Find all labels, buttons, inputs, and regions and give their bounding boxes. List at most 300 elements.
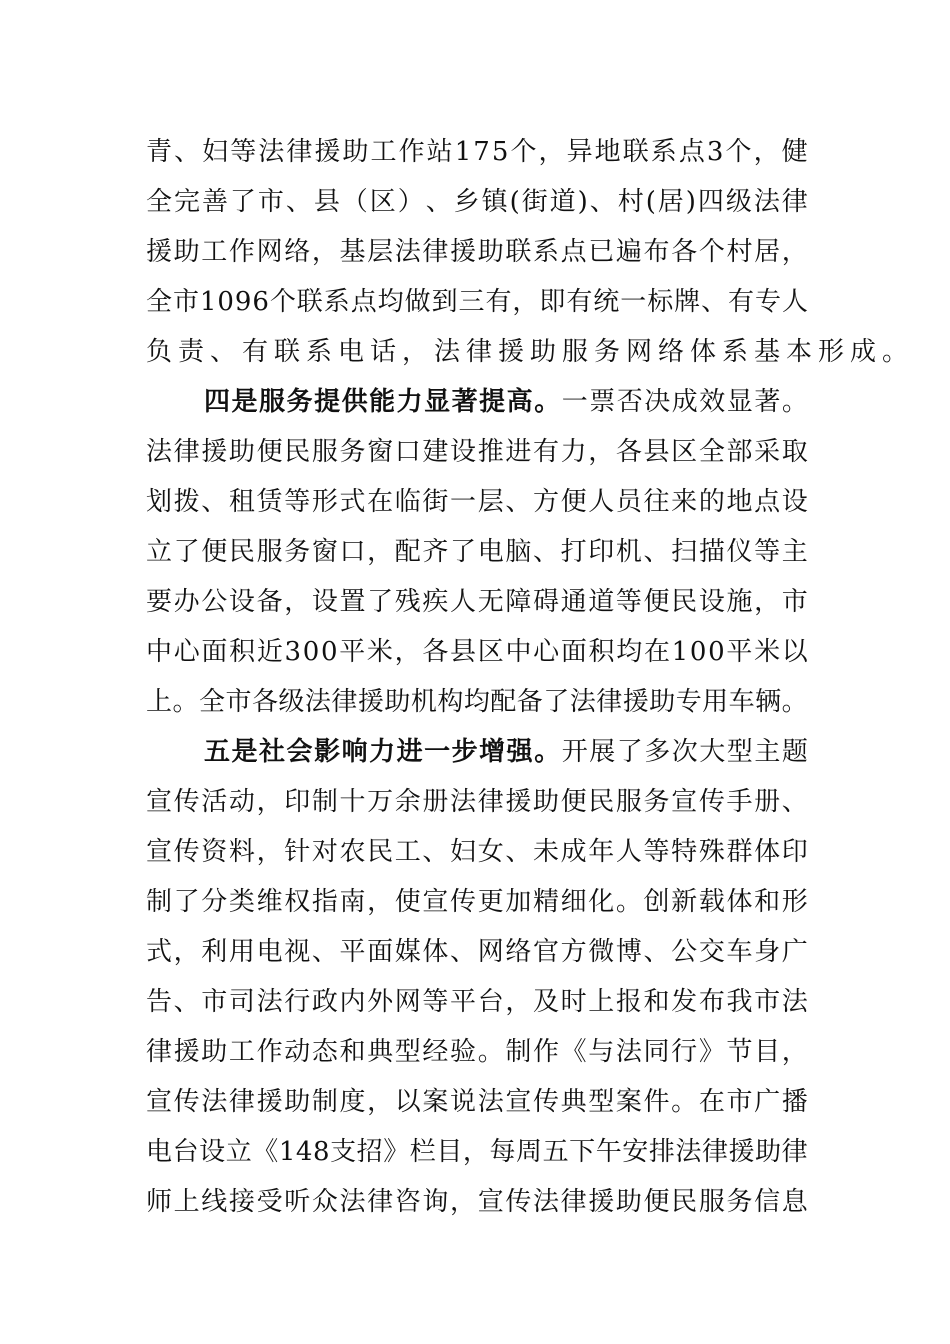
char: 、: [643, 937, 670, 967]
char: 助: [755, 1137, 782, 1167]
char: 形: [311, 487, 338, 517]
char: 工: [228, 1037, 255, 1067]
char: 助: [477, 237, 504, 267]
char: 、: [643, 537, 670, 567]
char: 法: [304, 687, 331, 717]
char: 助: [384, 687, 411, 717]
char: 络: [505, 937, 532, 967]
char: 统: [593, 287, 620, 317]
char: 政: [311, 987, 338, 1017]
char: 、: [425, 187, 452, 217]
char: 的: [698, 487, 725, 517]
char: 员: [615, 487, 642, 517]
char: 机: [410, 687, 437, 717]
char: 创: [643, 887, 670, 917]
char: 等: [230, 137, 257, 167]
char: 度: [339, 1087, 366, 1117]
char: 、: [505, 487, 532, 517]
char: 决: [644, 387, 671, 417]
char: 镇: [481, 187, 508, 217]
char: 点: [560, 237, 587, 267]
char: 典: [367, 1037, 394, 1067]
char: 法: [615, 1037, 642, 1067]
char: 同: [643, 1037, 670, 1067]
char: 采: [754, 437, 781, 467]
char: 《: [560, 1037, 587, 1067]
char: 站: [426, 137, 453, 167]
char: 齐: [422, 537, 449, 567]
char: 会: [286, 737, 313, 767]
char: 援: [357, 687, 384, 717]
char: 级: [725, 187, 752, 217]
char: 全: [198, 687, 225, 717]
char: 在: [643, 637, 670, 667]
char: 援: [256, 1087, 283, 1117]
char: 援: [450, 237, 477, 267]
char: 市: [257, 187, 284, 217]
char: 了: [229, 187, 256, 217]
char: 信: [754, 1187, 781, 1217]
char: 通: [560, 587, 587, 617]
text-line: [146, 1077, 808, 1127]
char: 市: [754, 987, 781, 1017]
char: 公: [671, 937, 698, 967]
char: 中: [146, 637, 173, 667]
char: 律: [781, 1137, 808, 1167]
char: 、: [589, 187, 616, 217]
char: 案: [615, 1087, 642, 1117]
char: 内: [339, 987, 366, 1017]
char: 各: [671, 237, 698, 267]
text-line: [146, 227, 808, 277]
char: 接: [228, 1187, 255, 1217]
char: 1: [199, 287, 217, 317]
char: 描: [698, 537, 725, 567]
char: 便: [560, 787, 587, 817]
char: 提: [479, 387, 506, 417]
char: 助: [228, 437, 255, 467]
char: 0: [689, 637, 707, 667]
char: 民: [671, 1187, 698, 1217]
char: 宣: [505, 1087, 532, 1117]
char: 援: [505, 787, 532, 817]
char: 民: [228, 537, 255, 567]
char: 制: [311, 1087, 338, 1117]
char: 务: [339, 437, 366, 467]
char: 能: [369, 387, 396, 417]
char: 援: [173, 1037, 200, 1067]
char: 推: [477, 437, 504, 467]
char: 人: [781, 287, 808, 317]
char: 作: [256, 1037, 283, 1067]
char: 精: [532, 887, 559, 917]
char: (: [645, 187, 656, 217]
char: 点: [678, 137, 705, 167]
char: 1: [278, 1137, 296, 1167]
char: 4: [295, 1137, 313, 1167]
char: 平: [339, 937, 366, 967]
char: 类: [228, 887, 255, 917]
char: 线: [201, 1187, 228, 1217]
char: 已: [588, 237, 615, 267]
char: 传: [173, 837, 200, 867]
char: 系: [323, 287, 350, 317]
char: 辆: [755, 687, 782, 717]
char: 口: [394, 437, 421, 467]
char: 电: [146, 1137, 173, 1167]
char: ，: [588, 437, 615, 467]
char: 形: [781, 887, 808, 917]
char: 村: [726, 237, 753, 267]
text-line: [146, 1027, 808, 1077]
char: 1: [671, 637, 689, 667]
char: 构: [437, 687, 464, 717]
char: 面: [367, 937, 394, 967]
char: 0: [302, 637, 320, 667]
char: 个: [269, 287, 296, 317]
char: 法: [569, 687, 596, 717]
char: 使: [394, 887, 421, 917]
char: 联: [296, 287, 323, 317]
char: 行: [671, 1037, 698, 1067]
char: 法: [675, 1137, 702, 1167]
char: 栏: [409, 1137, 436, 1167]
char: ，: [538, 137, 565, 167]
char: 援: [201, 437, 228, 467]
char: 台: [477, 987, 504, 1017]
char: 助: [649, 687, 676, 717]
char: 体: [726, 887, 753, 917]
char: 经: [422, 1037, 449, 1067]
char: ，: [367, 537, 394, 567]
char: 积: [588, 637, 615, 667]
char: 指: [311, 887, 338, 917]
char: 交: [698, 937, 725, 967]
char: 以: [781, 637, 808, 667]
char: 无: [477, 587, 504, 617]
char: 基: [339, 237, 366, 267]
char: 市: [225, 687, 252, 717]
char: 步: [451, 737, 478, 767]
char: 是: [231, 737, 258, 767]
char: 及: [532, 987, 559, 1017]
char: ): [577, 187, 588, 217]
char: 传: [532, 1087, 559, 1117]
char: 市: [781, 587, 808, 617]
char: 援: [622, 687, 649, 717]
char: 0: [217, 287, 234, 317]
char: 司: [228, 987, 255, 1017]
char: 划: [146, 487, 173, 517]
char: 特: [671, 837, 698, 867]
char: 法: [532, 1187, 559, 1217]
char: ，: [256, 787, 283, 817]
char: 有: [728, 287, 755, 317]
char: 、: [173, 987, 200, 1017]
char: 和: [339, 1037, 366, 1067]
char: 否: [616, 387, 643, 417]
char: 一: [424, 737, 451, 767]
char: ，: [284, 587, 311, 617]
paragraph-service-capacity: [146, 377, 808, 727]
char: 居: [657, 187, 684, 217]
char: 设: [781, 487, 808, 517]
char: 健: [781, 137, 808, 167]
char: 务: [284, 537, 311, 567]
char: 强: [506, 737, 533, 767]
char: 打: [560, 537, 587, 567]
char: 车: [728, 687, 755, 717]
char: 资: [201, 837, 228, 867]
char: 群: [726, 837, 753, 867]
char: 四: [204, 387, 231, 417]
char: 和: [643, 987, 670, 1017]
char: 牌: [674, 287, 701, 317]
char: 外: [367, 987, 394, 1017]
char: 、: [532, 537, 559, 567]
char: 扫: [671, 537, 698, 567]
char: 公: [201, 587, 228, 617]
char: 》: [383, 1137, 410, 1167]
char: 法: [258, 137, 285, 167]
char: 一: [450, 487, 477, 517]
char: 区: [671, 437, 698, 467]
char: 个: [510, 137, 537, 167]
char: 排: [648, 1137, 675, 1167]
char: 宣: [422, 887, 449, 917]
char: 窗: [367, 437, 394, 467]
char: 设: [450, 437, 477, 467]
char: 与: [588, 1037, 615, 1067]
char: 电: [477, 537, 504, 567]
char: 听: [284, 1187, 311, 1217]
char: 便: [643, 1187, 670, 1217]
char: 女: [477, 837, 504, 867]
text-line: [146, 627, 808, 677]
char: 体: [422, 937, 449, 967]
char: 一: [561, 387, 588, 417]
char: 式: [146, 937, 173, 967]
char: 目: [436, 1137, 463, 1167]
char: 播: [781, 1087, 808, 1117]
char: 节: [726, 1037, 753, 1067]
char: ，: [367, 887, 394, 917]
char: 。: [781, 387, 808, 417]
char: 妇: [202, 137, 229, 167]
char: 专: [755, 287, 782, 317]
char: 设: [199, 1137, 226, 1167]
text-line: [146, 577, 808, 627]
char: 布: [643, 237, 670, 267]
char: 助: [284, 1087, 311, 1117]
char: 视: [284, 937, 311, 967]
char: 便: [201, 537, 228, 567]
char: 全: [698, 437, 725, 467]
char: 宣: [477, 1187, 504, 1217]
char: 律: [781, 187, 808, 217]
char: 往: [643, 487, 670, 517]
char: 配: [490, 687, 517, 717]
char: 社: [259, 737, 286, 767]
char: 来: [671, 487, 698, 517]
char: 民: [588, 787, 615, 817]
char: 主: [781, 537, 808, 567]
text-line: [146, 977, 808, 1027]
char: 农: [339, 837, 366, 867]
char: 、: [311, 937, 338, 967]
char: 主: [754, 737, 781, 767]
char: 安: [622, 1137, 649, 1167]
char: 、: [701, 287, 728, 317]
char: 1: [454, 137, 472, 167]
char: 》: [698, 1037, 725, 1067]
char: 赁: [256, 487, 283, 517]
char: 置: [339, 587, 366, 617]
char: 米: [366, 637, 393, 667]
char: ，: [754, 587, 781, 617]
char: 平: [726, 637, 753, 667]
char: 、: [781, 787, 808, 817]
char: ，: [462, 1137, 489, 1167]
char: 显: [424, 387, 451, 417]
char: 遍: [615, 237, 642, 267]
text-line: [146, 827, 808, 877]
char: 律: [173, 437, 200, 467]
char: 微: [588, 937, 615, 967]
char: ，: [781, 1037, 808, 1067]
char: 做: [404, 287, 431, 317]
char: 活: [201, 787, 228, 817]
char: 布: [698, 987, 725, 1017]
char: 援: [588, 1187, 615, 1217]
char: 殊: [698, 837, 725, 867]
char: ，: [450, 1187, 477, 1217]
char: 体: [754, 837, 781, 867]
char: 律: [146, 1037, 173, 1067]
char: 力: [369, 737, 396, 767]
text-line: 负责、有联系电话，法律援助服务网络体系基本形成。: [146, 337, 915, 367]
char: 地: [726, 487, 753, 517]
char: ): [685, 187, 696, 217]
char: 宣: [146, 1087, 173, 1117]
char: 案: [422, 1087, 449, 1117]
char: 方: [532, 487, 559, 517]
char: 件: [643, 1087, 670, 1117]
char: 在: [698, 1087, 725, 1117]
char: 传: [698, 787, 725, 817]
char: 全: [146, 187, 173, 217]
char: 作: [228, 237, 255, 267]
document-body: [146, 127, 915, 1227]
char: 、: [422, 837, 449, 867]
char: 系: [532, 237, 559, 267]
char: 均: [377, 287, 404, 317]
char: 律: [422, 237, 449, 267]
char: ，: [505, 987, 532, 1017]
char: 青: [146, 137, 173, 167]
text-line: [146, 1127, 808, 1177]
char: 未: [532, 837, 559, 867]
char: 6: [252, 287, 269, 317]
char: 用: [228, 937, 255, 967]
char: 、: [201, 487, 228, 517]
char: 积: [229, 637, 256, 667]
char: 次: [671, 737, 698, 767]
char: 宣: [146, 787, 173, 817]
char: 律: [367, 1187, 394, 1217]
char: 手: [726, 787, 753, 817]
char: 便: [643, 587, 670, 617]
char: 备: [516, 687, 543, 717]
char: 便: [560, 487, 587, 517]
char: 增: [479, 737, 506, 767]
char: 。: [671, 1087, 698, 1117]
char: 备: [256, 587, 283, 617]
char: 完: [173, 187, 200, 217]
char: 服: [259, 387, 286, 417]
char: 方: [560, 937, 587, 967]
char: 律: [477, 787, 504, 817]
char: 册: [422, 787, 449, 817]
char: 9: [234, 287, 252, 317]
char: 均: [616, 637, 643, 667]
char: 等: [643, 837, 670, 867]
char: 作: [532, 1037, 559, 1067]
char: 年: [588, 837, 615, 867]
char: 县: [643, 437, 670, 467]
char: 立: [146, 537, 173, 567]
char: 。: [781, 687, 808, 717]
char: 利: [201, 937, 228, 967]
char: 3: [706, 137, 724, 167]
char: 到: [431, 287, 458, 317]
char: 平: [339, 637, 366, 667]
char: 说: [450, 1087, 477, 1117]
char: 下: [569, 1137, 596, 1167]
char: 县: [450, 637, 477, 667]
char: 展: [589, 737, 616, 767]
char: 进: [396, 737, 423, 767]
char: 拨: [173, 487, 200, 517]
char: 村: [617, 187, 644, 217]
char: 。: [534, 737, 561, 767]
char: 租: [228, 487, 255, 517]
char: 法: [450, 787, 477, 817]
char: 全: [146, 287, 173, 317]
char: 告: [146, 987, 173, 1017]
char: 宣: [146, 837, 173, 867]
char: ，: [781, 237, 808, 267]
char: 一: [620, 287, 647, 317]
char: 权: [284, 887, 311, 917]
char: 配: [394, 537, 421, 567]
char: 心: [533, 637, 560, 667]
char: 四: [697, 187, 724, 217]
char: 受: [256, 1187, 283, 1217]
char: 有: [532, 437, 559, 467]
text-line: [146, 127, 808, 177]
char: 疾: [422, 587, 449, 617]
char: 律: [228, 1087, 255, 1117]
char: 服: [615, 787, 642, 817]
char: 建: [422, 437, 449, 467]
char: 0: [708, 637, 725, 667]
char: 各: [251, 687, 278, 717]
text-line: [146, 527, 808, 577]
char: 料: [228, 837, 255, 867]
char: 咨: [394, 1187, 421, 1217]
char: 上: [146, 687, 173, 717]
